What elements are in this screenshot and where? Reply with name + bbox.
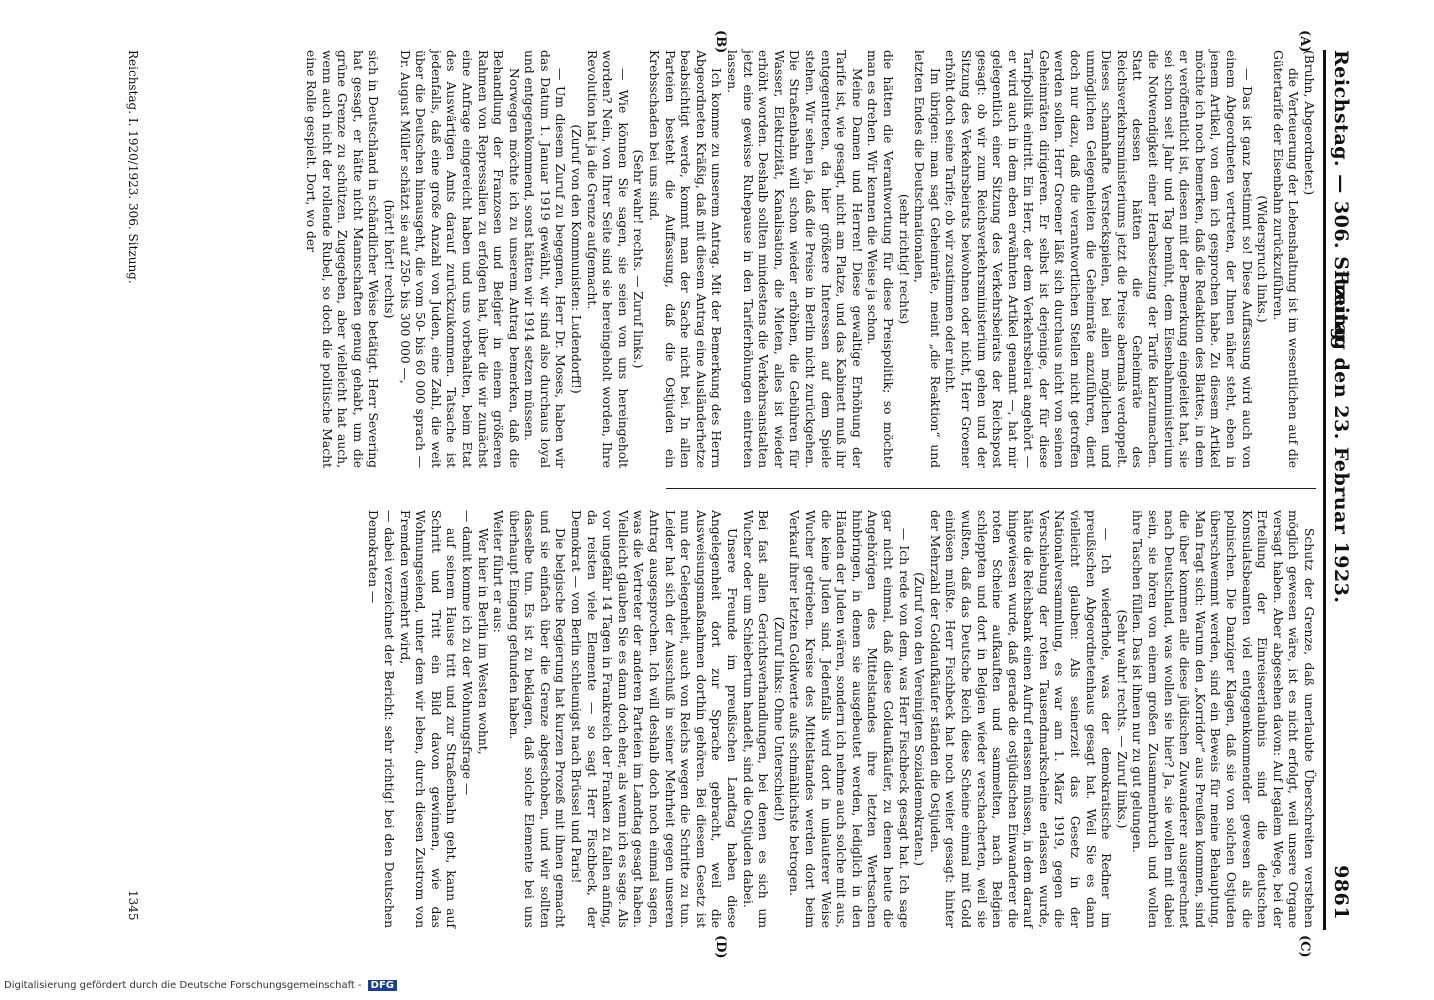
paragraph: — dabei verzeichnet der Bericht: sehr richtig! bei den Deutschen Demokraten — [366,510,396,928]
paragraph: Meine Damen und Herren! Diese gewaltige Erhöhung der Tarife ist, wie gesagt, nicht am Platze, und das Kabinett muß ihr entgegentreten, da hier größere Interessen auf dem Spiele stehen. Wir sehen ja, daß die Preise in Berlin nicht zurückgehen. Die Straßenbahn will schon wieder erhöhen, die Gebühren für Wasser, Elektrizität, Kanalisation, die Mieten, alles ist wieder erhöht worden. Deshalb sollten mindestens die Verkehrsanstalten jetzt eine gewisse Ruhepause in den Tariferhöhungen eintreten lassen. [725,50,864,468]
margin-marker-a: (A) [1297,30,1312,53]
margin-marker-b: (B) [713,30,728,54]
paragraph: (Zuruf links: Ohne Unterschied!) [771,616,786,822]
paragraph: Ich komme zu unserem Antrag. Mit der Bemerkung des Herrn Abgeordneten Kräßig, daß mit diesem Antrag eine Ausländerhetze beabsichtigt werde, kommt man der Sache nicht bei. In allen Parteien besteht die Auffassung, daß die Ostjuden ein Krebsschaden bei uns sind. [647,50,724,468]
paragraph: (Widerspruch links.) [1255,195,1270,323]
digitization-text: Digitalisierung gefördert durch die Deutsche Forschungsgemeinschaft - [4,980,362,991]
page-header [1326,50,1356,920]
left-column [302,50,1316,468]
paragraph: — Ich rede von dem, was Herr Fischbeck gesagt hat. Ich sage gar nicht einmal, daß diese Goldaufkäufer, zu denen heute die Angehörigen des Mittelstandes ihre letzten Wertsachen hinbringen, in denen sie ausgebeutet werden, lediglich in den Händen der Juden wären, sondern ich nehme auch solche mit aus, die keine Juden sind. Jedenfalls wird dort in unlauterer Weise Wucher getrieben. Kreise des Mittelstandes werden dort beim Verkauf ihrer letzten Goldwerte aufs schmählichste betrogen. [787,510,911,928]
paragraph: sich in Deutschland in schändlicher Weise betätigt. Herr Severing hat gesagt, er hätte nicht Mannschaften genug gehabt, um die grüne Grenze zu schützen. Zugegeben, aber vielleicht hat auch, wenn auch nicht der rollende Rubel, so doch die politische Macht eine Rolle gespielt. Dort, wo der [304,50,381,468]
header-page-number: 9861 [1330,865,1352,920]
paragraph: (Zuruf von den Vereinigten Sozialdemokraten.) [912,572,927,866]
margin-marker-c: (C) [1297,935,1312,958]
paragraph: — Wie können Sie sagen, sie seien von uns hereingeholt worden? Nein, von Ihrer Seite sind sie hereingeholt worden, Ihre Revolution hat ja die Grenze aufgemacht. [584,50,630,468]
paragraph: Die belgische Regierung hat kurzen Prozeß mit ihnen gemacht und sie einfach über die Grenze abgeschoben, und wir sollten dasselbe tun. Es ist zu beklagen, daß solche Elemente bei uns überhaupt Eingang gefunden haben. [506,510,568,928]
paragraph: Unsere Freunde im preußischen Landtag haben diese Angelegenheit dort zur Sprache gebracht, weil die Ausweisungsmaßnahmen dorthin gehören. Bei diesem Gesetz ist nun der Gelegenheit, auch von Reichs wegen die Schritte zu tun. Leider hat sich der Ausschuß in seiner Mehrheit gegen unseren Antrag ausgesprochen. Ich will deshalb doch noch einmal sagen, was die Vertreter der anderen Parteien im Landtag gesagt haben. Vielleicht glauben Sie es dann doch eher, als wenn ich es sage. Als vor ungefähr 14 Tagen in Frankreich der Franken zu fallen anfing, da reisten viele Elemente — so sagt Herr Fischbeck, der Demokrat — von Berlin schleunigst nach Brüssel und Paris! [569,510,740,928]
right-column [365,510,1316,928]
footer-page-number: 1345 [126,890,140,921]
paragraph: Weiter führt er aus: [491,510,506,633]
paragraph: auf seinem Hause tritt und zur Straßenbahn geht, kann auf Schritt und Tritt ein Bild davon gewinnen, wie das Wohnungselend, unter dem wir leben, durch diesen Zustrom von Fremden vermehrt wird, [397,510,459,928]
paragraph: (Zuruf von den Kommunisten: Ludendorff!) [569,124,584,394]
header-left: Reichstag. — 306. Sitzung. [1330,50,1352,349]
margin-marker-d: (D) [713,935,728,959]
paragraph: (Sehr wahr! rechts. — Zuruf links.) [631,149,646,369]
paragraph: (hört! hört! rechts) [381,199,396,319]
paragraph: — damit komme ich zu der Wohnungsfrage — [459,510,474,796]
paragraph: Im übrigen: man sagt Geheimräte, meint „die Reaktion“ und letzten Endes die Deutschnationalen, [912,50,942,468]
paragraph: Bei fast allen Gerichtsverhandlungen, bei denen es sich um Wucher oder um Schiebertum handelt, sind die Ostjuden dabei. [740,510,771,928]
header-rule [1323,50,1326,930]
paragraph: — Um diesem Zuruf zu begegnen, Herr Dr. Moses, haben wir das Datum 1. Januar 1919 gewählt, wir sind also durchaus loyal und entgegenkommend, sonst hätten wir 1914 setzen müssen. [522,50,568,468]
paragraph: (sehr richtig! rechts) [896,193,911,325]
dfg-logo: DFG [368,980,397,991]
paragraph: — Ich wiederhole, was der demokratische Redner im preußischen Abgeordnetenhaus gesagt hat. Weil Sie es dann vielleicht glauben: Als seinerzeit das Gesetz in der Nationalversammlung, es war am 1. März 1919, gegen die Verschiebung der roten Tausendmarkscheine erlassen wurde, hätte die Reichsbank einen Aufruf erlassen müssen, in dem darauf hingewiesen wurde, daß gerade die ostjüdischen Einwanderer die roten Scheine aufkauften und sammelten, nach Belgien schleppten und dort in Belgien wieder verschacherten, weil sie wußten, daß das Deutsche Reich diese Scheine einmal mit Gold einlösen müßte. Herr Fischbeck hat noch weiter gesagt: hinter der Mehrzahl der Goldaufkäufer ständen die Ostjuden. [927,510,1114,928]
paragraph: — Das ist ganz bestimmt so! Diese Auffassung wird auch von einem Abgeordneten vertreten, der Ihnen näher steht, eben in jenem Artikel, von dem ich gesprochen habe. Zu diesem Artikel möchte ich noch bemerken, daß die Redaktion des Blattes, in dem er veröffentlicht ist, diesen mit der Bemerkung eingeleitet hat, sie sei schon seit Jahr und Tag bemüht, dem Eisenbahnministerium die Notwendigkeit einer Herabsetzung der Tarife klarzumachen. Statt dessen hätten die Geheimräte des Reichsverkehrsministeriums jetzt die Preise abermals verdoppelt. Dieses schamhafte Versteckspielen, bei allen möglichen und unmöglichen Gelegenheiten die Geheimräte anzuführen, dient doch nur dazu, daß die verantwortlichen Stellen nicht getroffen werden sollen. Herr Groener läßt sich durchaus nicht von seinen Geheimräten dirigieren. Er selbst ist derjenige, der für diese Tarifpolitik eintritt. Ein Herr, der dem Verkehrsbeirat angehört — er wird auch in dem eben erwähnten Artikel genannt —, hat mir gelegentlich einer Sitzung des Verkehrsbeirats der Reichspost gesagt: ob wir zum Reichsverkehrsministerium gehen und der Sitzung des Verkehrsbeirats beiwohnen oder nicht, Herr Groener erhöht doch seine Tarife; ob wir zustimmen oder nicht. [943,50,1254,468]
header-date: Freitag den 23. Februar 1923. [1330,270,1352,604]
column-divider [666,488,1316,489]
paragraph: Norwegen möchte ich zu unserem Antrag bemerken, daß die Behandlung der Franzosen und Belgier in einem größeren Rahmen von Repressalien zu erfolgen hat, über die wir zunächst eine Anfrage eingereicht haben und uns vorbehalten, beim Etat des Auswärtigen Amts darauf zurückzukommen. Tatsache ist jedenfalls, daß eine große Anzahl von Juden, eine Zahl, die weit über die Deutschen hinausgeht, die vom 50- bis 60 000 sprach — Dr. August Müller schätzt sie auf 250- bis 300 000 —, [397,50,521,468]
paragraph: Schutz der Grenze, daß unerlaubte Überschreiten verstehen möglich gewesen wäre, ist es nicht erfolgt, weil unsere Organe versagt haben. Aber abgesehen davon: Auf legalem Wege, bei der Erteilung der Einreiseerlaubnis sind die deutschen Konsulatsbeamten viel entgegenkommender gewesen als die polnischen. Die Danziger Klagen, daß sie von solchen Ostjuden überschwemmt werden, sind ein Beweis für meine Behauptung. Man fragt sich: Warum den „Korridor“ aus Preußen kommen, sind die über kommen alle diese jüdischen Zuwanderer ausgerechnet nach Deutschland, was wollen sie hier? Ja, sie wollen mit dabei sein, sie hören von einem großen Zusammenbruch und wollen ihre Taschen füllen. Das ist ihnen nur zu gut gelungen. [1130,510,1316,928]
digitization-note [4,980,844,991]
paragraph: die hätten die Verantwortung für diese Preispolitik; so möchte man es drehen. Wir kennen die Weise ja schon. [865,50,895,468]
paragraph: (Sehr wahr! rechts. — Zuruf links.) [1114,609,1129,829]
paragraph: (Bruhn, Abgeordneter.) [1302,50,1316,195]
paragraph: die Verteuerung der Lebenshaltung ist im wesentlichen auf die Gütertarife der Eisenbahn zurückzuführen. [1270,50,1301,468]
paragraph: Wer hier in Berlin im Westen wohnt, [475,528,490,755]
footer-citation: Reichstag. I. 1920/1923. 306. Sitzung. [126,50,140,284]
